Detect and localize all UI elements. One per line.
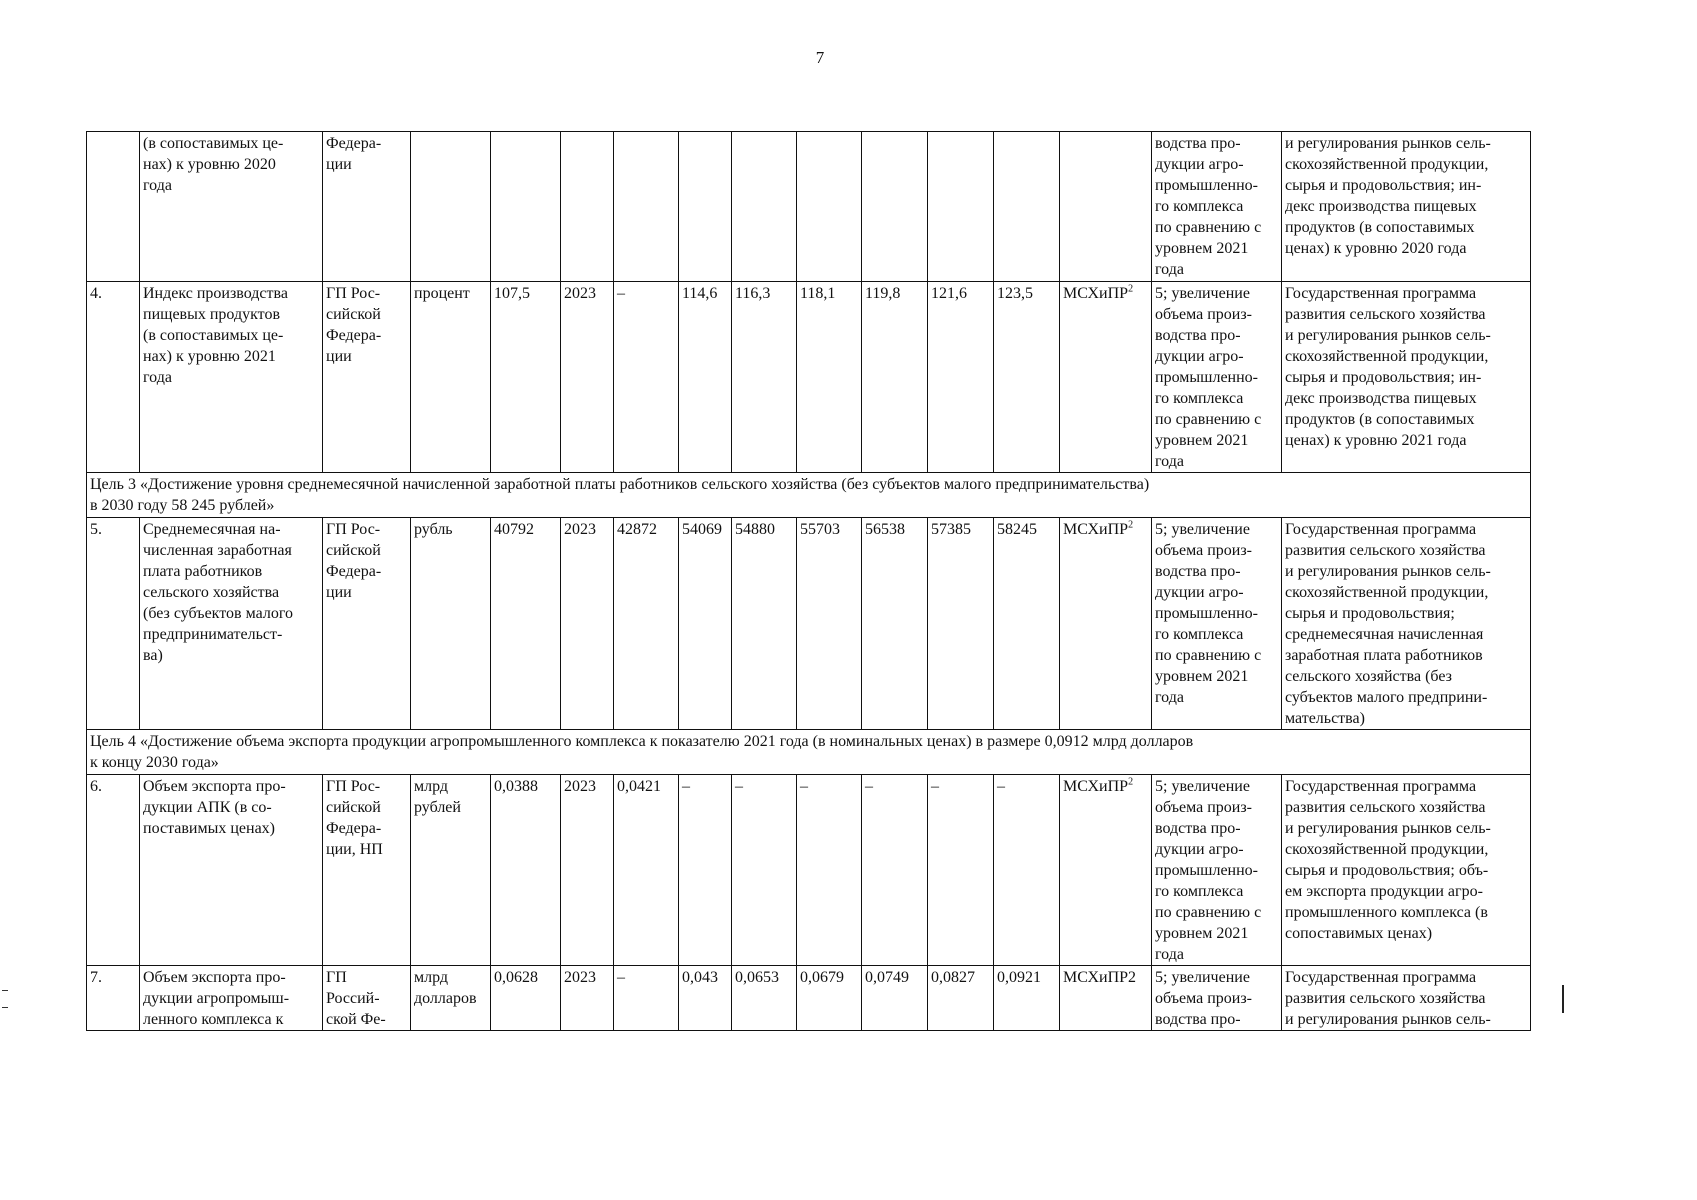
base-value-cell: 0,0628 — [491, 966, 561, 1031]
row-number: 6. — [87, 775, 140, 966]
base-value-cell: 40792 — [491, 518, 561, 730]
goal-row — [87, 473, 1531, 518]
table-row — [87, 966, 1531, 1031]
unit-cell: млрд рублей — [411, 775, 491, 966]
page-number: 7 — [815, 48, 825, 67]
indicators-table — [86, 131, 1531, 1031]
indicator-name: Объем экспорта про- дукции АПК (в со- поставимых ценах) — [140, 775, 323, 966]
link-cell: 5; увеличение объема произ- водства про- дукции агро- промышленно- го комплекса по сравнению с уровнем 2021 года — [1152, 282, 1282, 473]
program-cell: ГП Рос- сийской Федера- ции — [323, 282, 411, 473]
source-cell: Государственная программа развития сельского хозяйства и регулирования рынков сель- — [1282, 966, 1531, 1031]
year-value-cell: – — [928, 775, 994, 966]
row-number: 5. — [87, 518, 140, 730]
year-value-cell: 0,0749 — [862, 966, 928, 1031]
indicator-name: Среднемесячная на- численная заработная плата работников сельского хозяйства (без субъектов малого предпринимательст- ва) — [140, 518, 323, 730]
year-value-cell — [614, 132, 679, 282]
footnote-marker: 2 — [1128, 519, 1134, 531]
year-value-cell: 118,1 — [797, 282, 862, 473]
year-value-cell: 0,0679 — [797, 966, 862, 1031]
year-value-cell: 121,6 — [928, 282, 994, 473]
year-value-cell: 55703 — [797, 518, 862, 730]
row-number: 4. — [87, 282, 140, 473]
link-cell: 5; увеличение объема произ- водства про- дукции агро- промышленно- го комплекса по сравнению с уровнем 2021 года — [1152, 518, 1282, 730]
year-value-cell: 54069 — [679, 518, 732, 730]
scan-margin-mark — [2, 990, 8, 1008]
table-row — [87, 775, 1531, 966]
scan-margin-mark — [1562, 985, 1564, 1013]
responsible-cell — [1060, 775, 1152, 966]
base-year-cell: 2023 — [561, 966, 614, 1031]
unit-cell: млрд долларов — [411, 966, 491, 1031]
year-value-cell: 58245 — [994, 518, 1060, 730]
year-value-cell: – — [797, 775, 862, 966]
base-year-cell: 2023 — [561, 282, 614, 473]
program-cell: ГП Рос- сийской Федера- ции — [323, 518, 411, 730]
responsible-label: МСХиПР — [1063, 285, 1129, 302]
base-year-cell — [561, 132, 614, 282]
row-number — [87, 132, 140, 282]
base-value-cell — [491, 132, 561, 282]
footnote-marker: 2 — [1128, 776, 1134, 788]
year-value-cell — [797, 132, 862, 282]
year-value-cell: 119,8 — [862, 282, 928, 473]
base-year-cell: 2023 — [561, 518, 614, 730]
base-year-cell: 2023 — [561, 775, 614, 966]
table-row — [87, 132, 1531, 282]
unit-cell: рубль — [411, 518, 491, 730]
year-value-cell — [679, 132, 732, 282]
year-value-cell: 0,0921 — [994, 966, 1060, 1031]
source-cell: и регулирования рынков сель- скохозяйственной продукции, сырья и продовольствия; ин- декс производства пищевых продуктов (в сопоставимых ценах) к уровню 2020 года — [1282, 132, 1531, 282]
year-value-cell: – — [994, 775, 1060, 966]
year-value-cell: 0,0827 — [928, 966, 994, 1031]
year-value-cell — [928, 132, 994, 282]
base-value-cell: 107,5 — [491, 282, 561, 473]
year-value-cell: 0,0653 — [732, 966, 797, 1031]
responsible-label: МСХиПР — [1063, 521, 1129, 538]
source-cell: Государственная программа развития сельского хозяйства и регулирования рынков сель- скохозяйственной продукции, сырья и продовольствия; среднемесячная начисленная заработная плата работников сельского хозяйства (без субъектов малого предприни- мательства) — [1282, 518, 1531, 730]
table-row — [87, 282, 1531, 473]
indicator-name: (в сопоставимых це- нах) к уровню 2020 года — [140, 132, 323, 282]
year-value-cell: 114,6 — [679, 282, 732, 473]
year-value-cell — [862, 132, 928, 282]
footnote-marker: 2 — [1128, 283, 1134, 295]
link-cell: водства про- дукции агро- промышленно- го комплекса по сравнению с уровнем 2021 года — [1152, 132, 1282, 282]
indicator-name: Индекс производства пищевых продуктов (в сопоставимых це- нах) к уровню 2021 года — [140, 282, 323, 473]
responsible-cell — [1060, 132, 1152, 282]
year-value-cell: 0,0421 — [614, 775, 679, 966]
year-value-cell: – — [862, 775, 928, 966]
link-cell: 5; увеличение объема произ- водства про- — [1152, 966, 1282, 1031]
year-value-cell: 57385 — [928, 518, 994, 730]
year-value-cell: 42872 — [614, 518, 679, 730]
row-number: 7. — [87, 966, 140, 1031]
responsible-cell: МСХиПР2 — [1060, 966, 1152, 1031]
source-cell: Государственная программа развития сельского хозяйства и регулирования рынков сель- скохозяйственной продукции, сырья и продовольствия; ин- декс производства пищевых продуктов (в сопоставимых ценах) к уровню 2021 года — [1282, 282, 1531, 473]
year-value-cell: 0,043 — [679, 966, 732, 1031]
year-value-cell: 56538 — [862, 518, 928, 730]
goal-3-text: Цель 3 «Достижение уровня среднемесячной начисленной заработной платы работников сельского хозяйства (без субъектов малого предпринимательства) в 2030 году 58 245 рублей» — [87, 473, 1531, 518]
base-value-cell: 0,0388 — [491, 775, 561, 966]
responsible-label: МСХиПР — [1063, 778, 1129, 795]
source-cell: Государственная программа развития сельского хозяйства и регулирования рынков сель- скохозяйственной продукции, сырья и продовольствия; объ- ем экспорта продукции агро- промышленного комплекса (в сопоставимых ценах) — [1282, 775, 1531, 966]
year-value-cell: 123,5 — [994, 282, 1060, 473]
year-value-cell: – — [679, 775, 732, 966]
year-value-cell: 116,3 — [732, 282, 797, 473]
unit-cell — [411, 132, 491, 282]
program-cell: ГП Россий- ской Фе- — [323, 966, 411, 1031]
unit-cell: процент — [411, 282, 491, 473]
program-cell: ГП Рос- сийской Федера- ции, НП — [323, 775, 411, 966]
year-value-cell: – — [614, 966, 679, 1031]
responsible-cell — [1060, 518, 1152, 730]
indicator-name: Объем экспорта про- дукции агропромыш- ленного комплекса к — [140, 966, 323, 1031]
responsible-cell — [1060, 282, 1152, 473]
year-value-cell: – — [732, 775, 797, 966]
goal-4-text: Цель 4 «Достижение объема экспорта продукции агропромышленного комплекса к показателю 2021 года (в номинальных ценах) в размере 0,0912 млрд долларов к концу 2030 года» — [87, 730, 1531, 775]
goal-row — [87, 730, 1531, 775]
year-value-cell: 54880 — [732, 518, 797, 730]
link-cell: 5; увеличение объема произ- водства про- дукции агро- промышленно- го комплекса по сравнению с уровнем 2021 года — [1152, 775, 1282, 966]
table-row — [87, 518, 1531, 730]
year-value-cell — [994, 132, 1060, 282]
program-cell: Федера- ции — [323, 132, 411, 282]
year-value-cell: – — [614, 282, 679, 473]
year-value-cell — [732, 132, 797, 282]
